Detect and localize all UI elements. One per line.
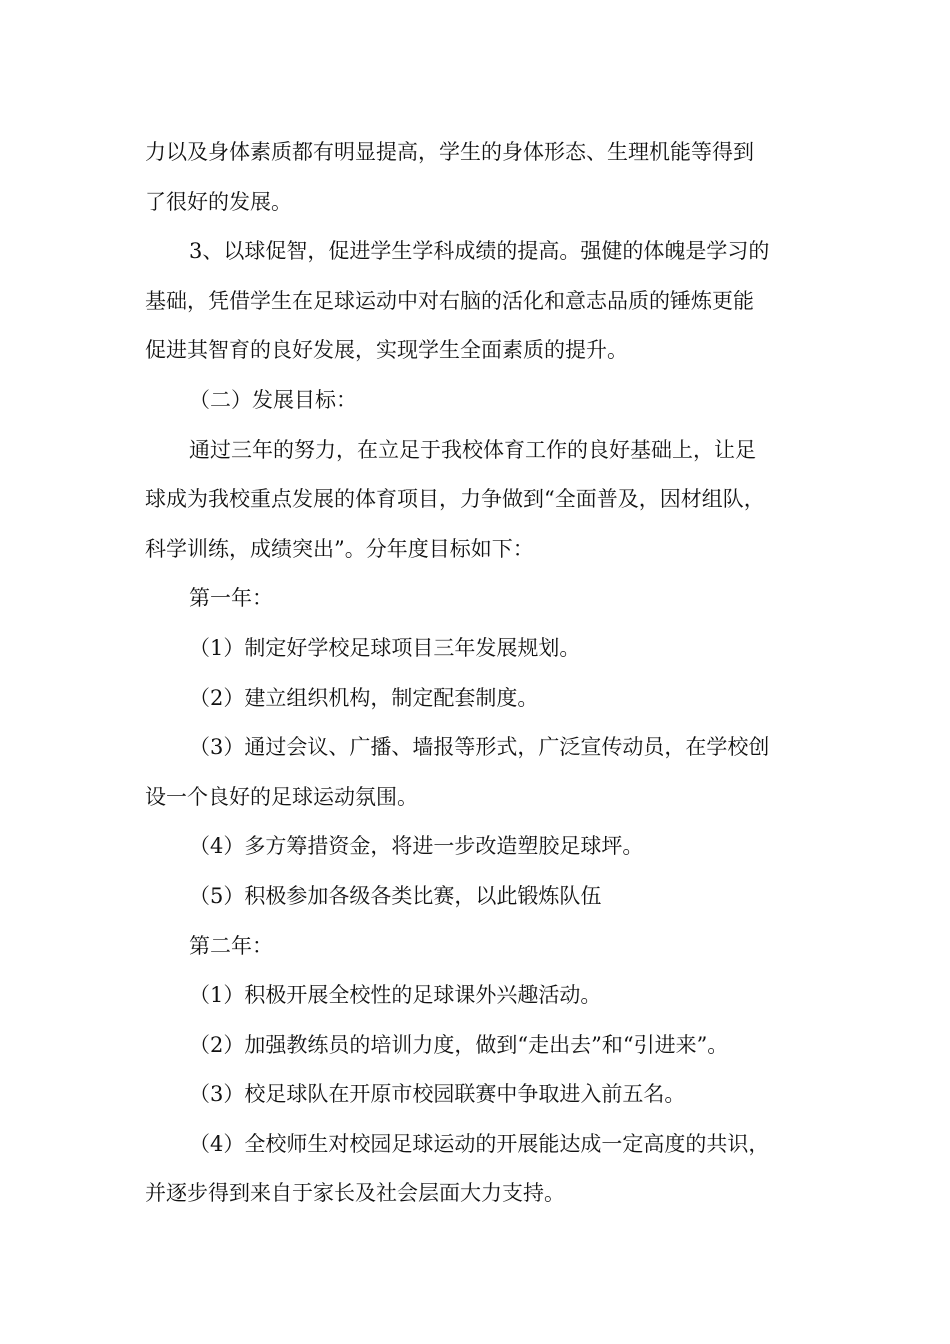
document-body xyxy=(145,128,810,1219)
list-item: （2）建立组织机构，制定配套制度。 xyxy=(189,685,539,710)
text-line: 了很好的发展。 xyxy=(145,189,292,214)
text-line: 促进其智育的良好发展，实现学生全面素质的提升。 xyxy=(145,338,628,363)
text-line: 设一个良好的足球运动氛围。 xyxy=(145,784,418,809)
year-heading: 第二年： xyxy=(189,933,273,958)
text-line: 科学训练，成绩突出”。分年度目标如下： xyxy=(145,536,534,561)
list-item: （1）积极开展全校性的足球课外兴趣活动。 xyxy=(189,983,602,1008)
list-item: （4）多方筹措资金，将进一步改造塑胶足球坪。 xyxy=(189,834,644,859)
year-heading: 第一年： xyxy=(189,586,273,611)
text-line: 球成为我校重点发展的体育项目，力争做到“全面普及，因材组队， xyxy=(145,487,765,512)
text-line: 通过三年的努力，在立足于我校体育工作的良好基础上，让足 xyxy=(189,437,756,462)
list-item: （2）加强教练员的培训力度，做到“走出去”和“引进来”。 xyxy=(189,1032,729,1057)
text-line: 力以及身体素质都有明显提高，学生的身体形态、生理机能等得到 xyxy=(145,140,754,164)
section-heading: （二）发展目标： xyxy=(189,387,357,412)
list-item: （5）积极参加各级各类比赛，以此锻炼队伍 xyxy=(189,883,602,908)
list-item: （3）通过会议、广播、墙报等形式，广泛宣传动员，在学校创 xyxy=(189,735,770,760)
list-item: （1）制定好学校足球项目三年发展规划。 xyxy=(189,635,581,660)
text-line: 3、以球促智，促进学生学科成绩的提高。强健的体魄是学习的 xyxy=(189,239,770,264)
list-item: （3）校足球队在开原市校园联赛中争取进入前五名。 xyxy=(189,1082,686,1107)
text-line: 并逐步得到来自于家长及社会层面大力支持。 xyxy=(145,1181,565,1206)
list-item: （4）全校师生对校园足球运动的开展能达成一定高度的共识， xyxy=(189,1131,770,1156)
text-line: 基础，凭借学生在足球运动中对右脑的活化和意志品质的锤炼更能 xyxy=(145,288,754,313)
